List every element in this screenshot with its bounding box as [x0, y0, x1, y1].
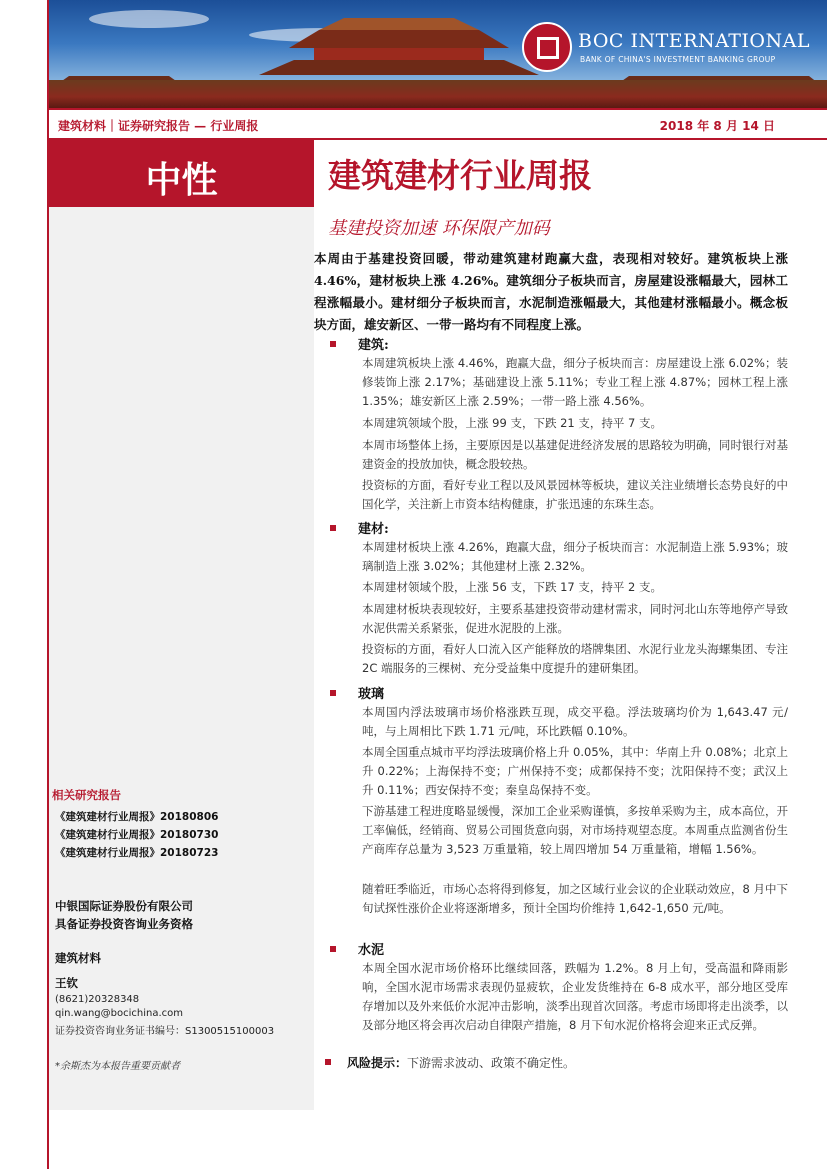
paragraph: 本周建筑板块上涨 4.46%，跑赢大盘，细分子板块而言：房屋建设上涨 6.02%；装修装饰上涨 2.17%；基础建设上涨 5.11%；专业工程上涨 4.87%；园林工程上涨 1.35%；雄安新区上涨 2.59%；一带一路上涨 4.56%。: [362, 356, 788, 408]
contributor-note: *余斯杰为本报告重要贡献者: [55, 1061, 180, 1072]
related-reports-title: 相关研究报告: [52, 788, 121, 802]
risk-text: 下游需求波动、政策不确定性。: [407, 1056, 576, 1070]
report-subtitle: 基建投资加速 环保限产加码: [328, 218, 550, 239]
related-report-link[interactable]: 《建筑建材行业周报》20180806: [55, 811, 219, 823]
top-divider: [49, 108, 827, 110]
rating-badge: [49, 140, 314, 207]
related-report-link[interactable]: 《建筑建材行业周报》20180723: [55, 847, 219, 859]
company-qualification: 具备证券投资咨询业务资格: [55, 917, 193, 931]
brand-name: BOC INTERNATIONAL: [578, 30, 810, 52]
report-abstract: 本周由于基建投资回暖，带动建筑建材跑赢大盘，表现相对较好。建筑板块上涨 4.46%，建材板块上涨 4.26%。建筑细分子板块而言，房屋建设涨幅最大，园林工程涨幅最小。建材细分子板块而言，水泥制造涨幅最大，其他建材涨幅最小。概念板块方面，雄安新区、一带一路均有不同程度上涨。: [314, 251, 788, 332]
analyst-license: 证券投资咨询业务证书编号：S1300515100003: [55, 1026, 275, 1037]
square-bullet-icon: [325, 1059, 331, 1065]
paragraph: 本周市场整体上扬，主要原因是以基建促进经济发展的思路较为明确，同时银行对基建资金的投放加快，概念股较热。: [362, 438, 788, 471]
boc-coin-logo-icon: [522, 22, 572, 72]
paragraph: 本周国内浮法玻璃市场价格涨跌互现，成交平稳。浮法玻璃均价为 1,643.47 元/吨，与上周相比下跌 1.71 元/吨，环比跌幅 0.10%。: [362, 705, 788, 738]
paragraph: 本周建筑领域个股，上涨 99 支，下跌 21 支，持平 7 支。: [362, 416, 663, 430]
square-bullet-icon: [330, 690, 336, 696]
paragraph: 本周全国重点城市平均浮法玻璃价格上升 0.05%，其中：华南上升 0.08%；北京上升 0.22%；上海保持不变；广州保持不变；成都保持不变；沈阳保持不变；武汉上升 0.11%；西安保持不变；秦皇岛保持不变。: [362, 745, 788, 797]
analyst-name: 王钦: [55, 976, 78, 990]
risk-label: 风险提示：: [347, 1056, 408, 1070]
rating-label: 中性: [145, 159, 218, 201]
brand-tagline: BANK OF CHINA'S INVESTMENT BANKING GROUP: [580, 55, 776, 64]
risk-warning: [325, 1054, 575, 1071]
sector-label: 建筑材料: [55, 951, 101, 965]
report-category: 建筑材料｜证券研究报告 — 行业周报: [58, 119, 259, 133]
report-title: 建筑建材行业周报: [328, 156, 592, 195]
paragraph: 本周全国水泥市场价格环比继续回落，跌幅为 1.2%。8 月上旬，受高温和降雨影响，全国水泥市场需求表现仍显疲软，企业发货维持在 6-8 成水平，部分地区受库存增加以及外来低价水泥冲击影响，淡季出现首次回落。考虑市场即将走出淡季，以及部分地区将会再次启动自律限产措施，8 月下旬水泥价格将会迎来正式反弹。: [362, 961, 788, 1032]
report-date: 2018 年 8 月 14 日: [659, 119, 775, 133]
paragraph: 投资标的方面，看好专业工程以及风景园林等板块，建议关注业绩增长态势良好的中国化学，关注新上市资本结构健康，扩张迅速的东珠生态。: [362, 478, 788, 511]
paragraph: 随着旺季临近，市场心态将得到修复，加之区域行业会议的企业联动效应，8 月中下旬试探性涨价企业将逐渐增多，预计全国均价维持 1,642-1,650 元/吨。: [362, 882, 788, 915]
section-heading-construction: 建筑:: [330, 334, 389, 353]
paragraph: 投资标的方面，看好人口流入区产能释放的塔牌集团、水泥行业龙头海螺集团、专注 2C 端服务的三棵树、充分受益集中度提升的建研集团。: [362, 642, 788, 675]
section-heading-glass: 玻璃: [330, 683, 384, 702]
related-report-link[interactable]: 《建筑建材行业周报》20180730: [55, 829, 219, 841]
analyst-phone: (8621)20328348: [55, 994, 140, 1005]
section-heading-cement: 水泥: [330, 939, 384, 958]
paragraph: 本周建材领域个股，上涨 56 支，下跌 17 支，持平 2 支。: [362, 580, 663, 594]
paragraph: 本周建材板块上涨 4.26%，跑赢大盘，细分子板块而言：水泥制造上涨 5.93%；玻璃制造上涨 3.02%；其他建材上涨 2.32%。: [362, 540, 788, 573]
wall-roofline: [49, 80, 827, 108]
company-name: 中银国际证券股份有限公司: [55, 899, 193, 913]
analyst-email[interactable]: qin.wang@bocichina.com: [55, 1008, 183, 1019]
square-bullet-icon: [330, 946, 336, 952]
square-bullet-icon: [330, 525, 336, 531]
paragraph: 本周建材板块表现较好，主要系基建投资带动建材需求，同时河北山东等地停产导致水泥供需关系紧张，促进水泥股的上涨。: [362, 602, 788, 635]
paragraph: 下游基建工程进度略显缓慢，深加工企业采购谨慎，多按单采购为主，成本高位，开工率偏低，经销商、贸易公司囤货意向弱，对市场持观望态度。本周重点监测省份生产商库存总量为 3,523 万重量箱，较上周四增加 54 万重量箱，增幅 1.56%。: [362, 804, 788, 856]
square-bullet-icon: [330, 341, 336, 347]
header-banner: [49, 0, 827, 108]
section-heading-materials: 建材:: [330, 518, 389, 537]
